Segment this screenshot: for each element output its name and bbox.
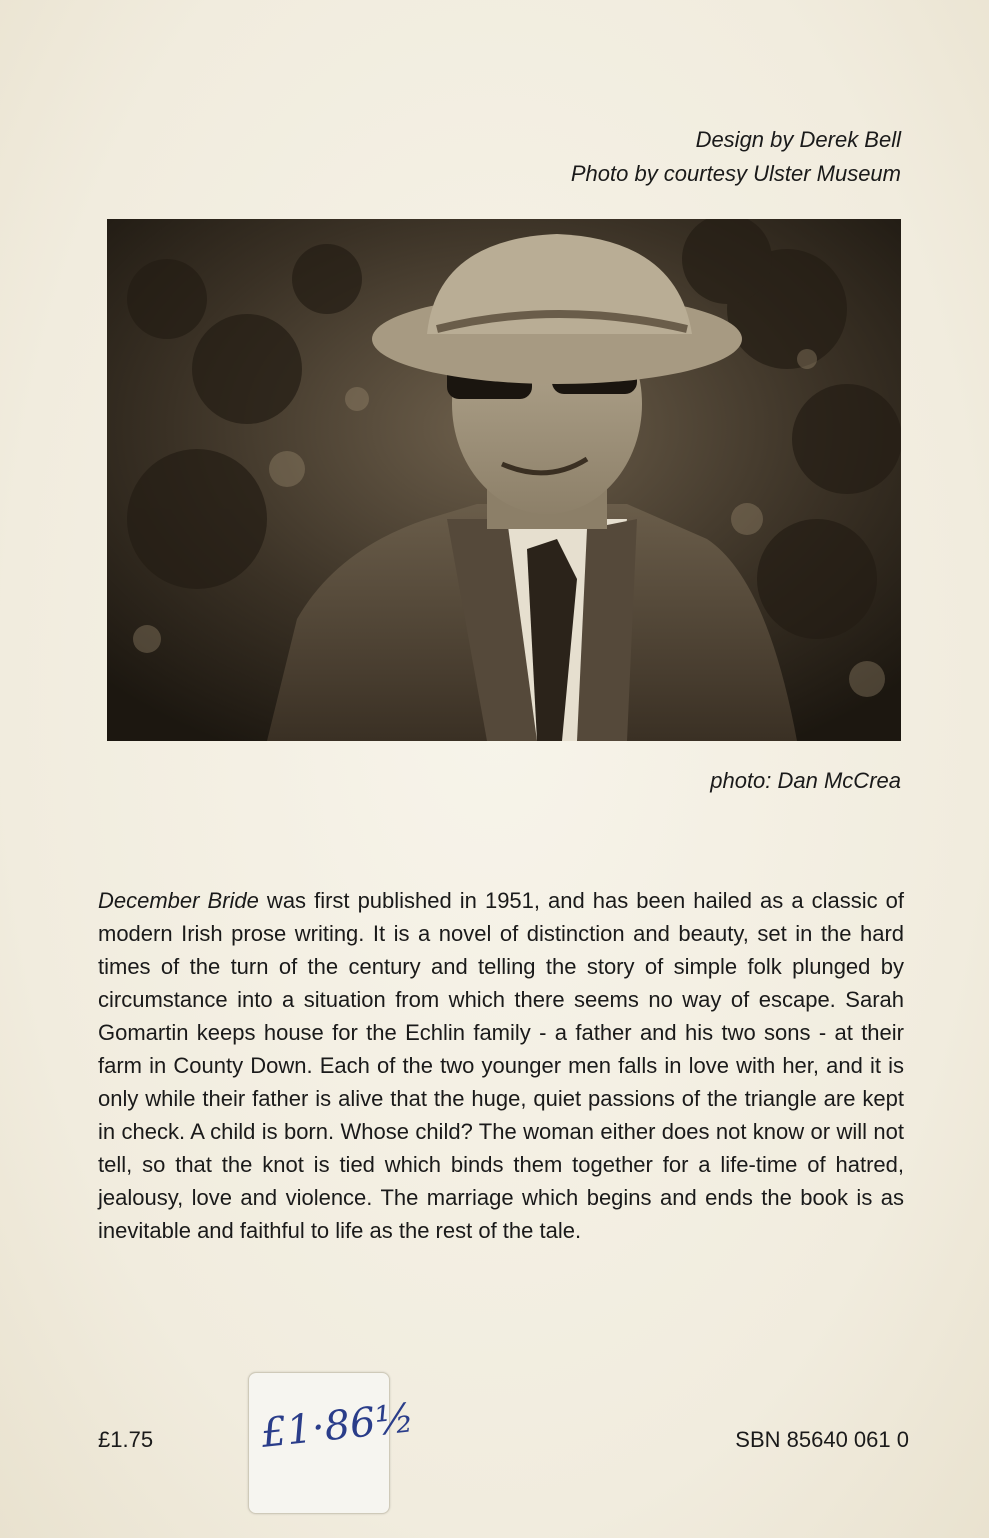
price-sticker <box>248 1372 417 1514</box>
book-title: December Bride <box>98 888 259 913</box>
credits-block <box>571 123 901 191</box>
photo-courtesy-credit: Photo by courtesy Ulster Museum <box>570 161 901 186</box>
isbn-number: SBN 85640 061 0 <box>735 1427 909 1452</box>
handwritten-price: £1·86½ <box>259 1395 417 1457</box>
design-credit: Design by Derek Bell <box>695 127 901 152</box>
author-photo <box>107 219 901 741</box>
blurb-text: was first published in 1951, and has been hailed as a classic of modern Irish prose writing. It is a novel of distinction and beauty, set in the hard times of the turn of the century and telling the story of simple folk plunged by circumstance into a situation from which there seems no way of escape. Sarah Gomartin keeps house for the Echlin family - a father and his two sons - at their farm in County Down. Each of the two younger men falls in love with her, and it is only while their father is alive that the huge, quiet passions of the triangle are kept in check. A child is born. Whose child? The woman either does not know or will not tell, so that the knot is tied which binds them together for a life-time of hatred, jealousy, love and violence. The marriage which begins and ends the book is as inevitable and faithful to life as the rest of the tale. <box>98 888 904 1243</box>
cover-price: £1.75 <box>98 1427 154 1452</box>
blurb-paragraph <box>98 884 904 1247</box>
photo-credit: photo: Dan McCrea <box>710 768 901 793</box>
author-photo-image <box>107 219 901 741</box>
